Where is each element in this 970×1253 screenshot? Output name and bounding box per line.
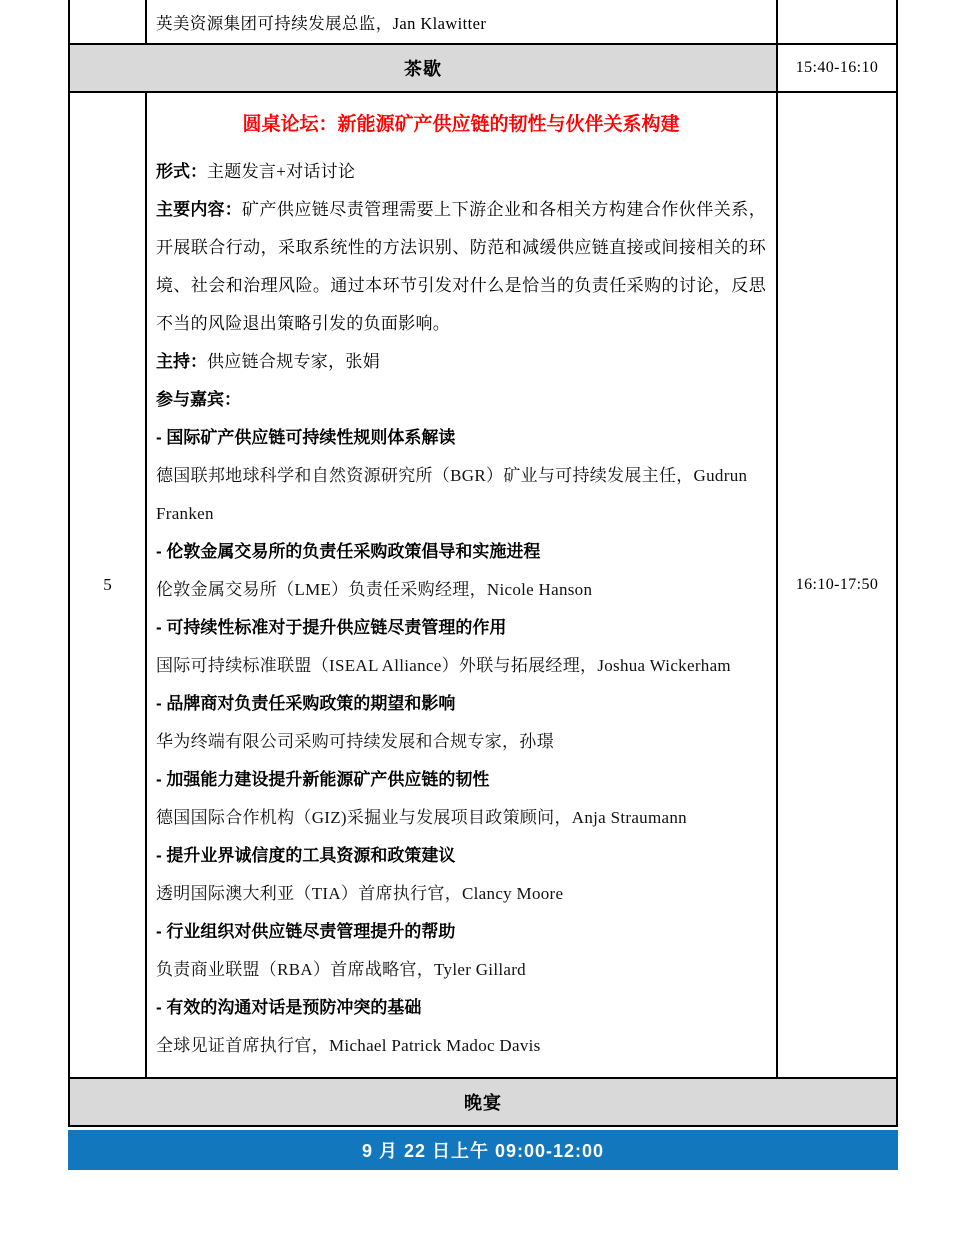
- table-row-previous-session: [70, 0, 896, 45]
- session-time: 16:10-17:50: [795, 576, 879, 593]
- session-number-cell-empty: [70, 0, 147, 43]
- guest-topic: - 行业组织对供应链尽责管理提升的帮助: [156, 922, 456, 941]
- session-content-cell: [147, 93, 778, 1077]
- tea-break-label: 茶歇: [70, 45, 778, 91]
- format-value: 主题发言+对话讨论: [207, 162, 356, 181]
- previous-session-speaker-line: 英美资源集团可持续发展总监，Jan Klawitter: [147, 0, 778, 43]
- dinner-label: 晚宴: [70, 1079, 896, 1125]
- guest-speaker: 伦敦金属交易所（LME）负责任采购经理，Nicole Hanson: [156, 580, 593, 599]
- guest-speaker: 透明国际澳大利亚（TIA）首席执行官，Clancy Moore: [156, 884, 564, 903]
- guests-label: 参与嘉宾：: [156, 390, 241, 409]
- guest-speaker: 德国国际合作机构（GIZ)采掘业与发展项目政策顾问，Anja Straumann: [156, 808, 687, 827]
- time-cell-empty: [778, 0, 896, 43]
- guest-speaker: 负责商业联盟（RBA）首席战略官，Tyler Gillard: [156, 960, 526, 979]
- session-description-line: [156, 191, 766, 343]
- guest-speaker: 全球见证首席执行官，Michael Patrick Madoc Davis: [156, 1036, 541, 1055]
- guest-topic: - 有效的沟通对话是预防冲突的基础: [156, 998, 422, 1017]
- session-title: 圆桌论坛：新能源矿产供应链的韧性与伙伴关系构建: [242, 114, 680, 135]
- description-value: 矿产供应链尽责管理需要上下游企业和各相关方构建合作伙伴关系，开展联合行动，采取系统性的方法识别、防范和减缓供应链直接或间接相关的环境、社会和治理风险。通过本环节引发对什么是恰当的负责任采购的讨论，反思不当的风险退出策略引发的负面影响。: [156, 200, 767, 333]
- session-guests-heading: [156, 381, 766, 419]
- guest-topic: - 加强能力建设提升新能源矿产供应链的韧性: [156, 770, 490, 789]
- guest-speaker: 德国联邦地球科学和自然资源研究所（BGR）矿业与可持续发展主任，Gudrun Franken: [156, 466, 748, 523]
- guest-topic: - 国际矿产供应链可持续性规则体系解读: [156, 428, 456, 447]
- table-row-session-5: [70, 93, 896, 1079]
- guest-topic: - 品牌商对负责任采购政策的期望和影响: [156, 694, 456, 713]
- next-day-banner: 9 月 22 日上午 09:00-12:00: [68, 1130, 898, 1170]
- session-host-line: [156, 343, 766, 381]
- session-format-line: [156, 153, 766, 191]
- guest-topic: - 伦敦金属交易所的负责任采购政策倡导和实施进程: [156, 542, 541, 561]
- guest-speaker: 华为终端有限公司采购可持续发展和合规专家，孙璟: [156, 732, 554, 751]
- guest-topic: - 可持续性标准对于提升供应链尽责管理的作用: [156, 618, 507, 637]
- agenda-table: [68, 0, 898, 1127]
- guest-topic: - 提升业界诚信度的工具资源和政策建议: [156, 846, 456, 865]
- session-number: 5: [70, 93, 147, 1077]
- table-row-tea-break: [70, 45, 896, 93]
- tea-break-time: 15:40-16:10: [795, 59, 879, 76]
- guest-list: [156, 419, 766, 1065]
- guest-speaker: 国际可持续标准联盟（ISEAL Alliance）外联与拓展经理，Joshua Wickerham: [156, 656, 731, 675]
- format-label: 形式：: [156, 162, 207, 181]
- host-label: 主持：: [156, 352, 207, 371]
- table-row-dinner: [70, 1079, 896, 1125]
- host-value: 供应链合规专家，张娟: [207, 352, 380, 371]
- description-label: 主要内容：: [156, 200, 242, 219]
